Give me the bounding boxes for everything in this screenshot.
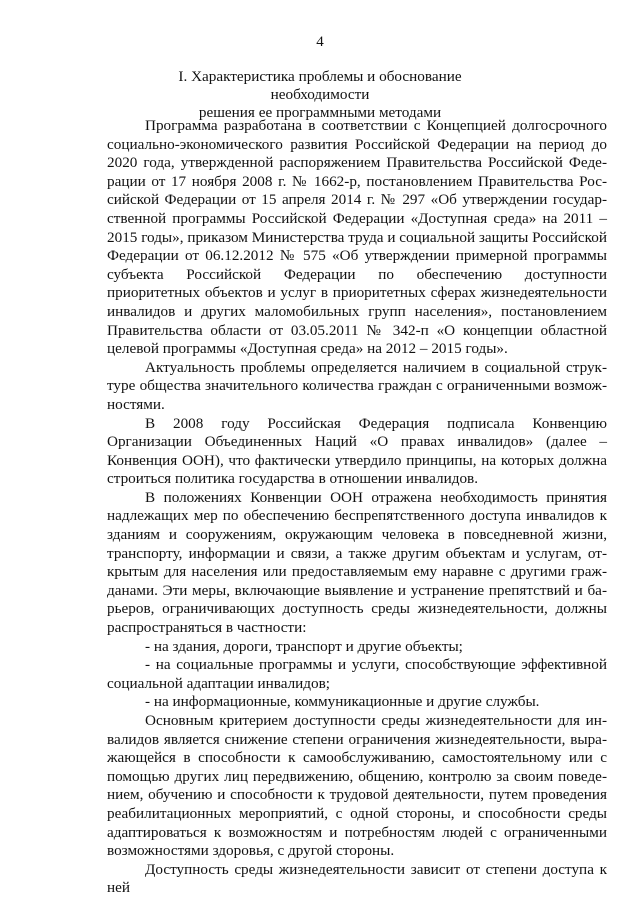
body-text bbox=[107, 117, 607, 898]
section-heading bbox=[150, 68, 490, 122]
paragraph-accessibility-depends: Доступность среды жизнедеятельности зависит от степени доступа к ней bbox=[107, 860, 607, 897]
list-item-social-programs: - на социальные программы и услуги, способствующие эффективной социальной адаптации инвалидов; bbox=[107, 656, 607, 692]
paragraph-convention-provisions: В положениях Конвенции ООН отражена необходимость принятия надлежащих мер по обеспечению беспрепятственного доступа инвалидов к зданиям и сооружениям, окружающим человека в повседневной жизни, транспорту, информации и связи, а также другим объектам и услугам, открытым для населения или предоставляемым ему наравне с другими гражданами. Эти меры, включающие выявление и устранение препятствий и барьеров, ограничивающих доступность среды жизнедеятельности, должны распространяться в частности: bbox=[107, 488, 607, 637]
paragraph-program-basis: Программа разработана в соответствии с Концепцией долгосрочного социально-экономического развития Российской Федерации на период до 2020 года, утвержденной распоряжением Правительства Российской Федерации от 17 ноября 2008 г. № 1662-р, постановлением Правительства Российской Федерации от 15 апреля 2014 г. № 297 «Об утверждении государственной программы Российской Федерации «Доступная среда» на 2011 – 2015 годы», приказом Министерства труда и социальной защиты Российской Федерации от 06.12.2012 № 575 «Об утверждении примерной программы субъекта Российской Федерации по обеспечению доступности приоритетных объектов и услуг в приоритетных сферах жизнедеятельности инвалидов и других маломобильных групп населения», постановлением Правительства области от 03.05.2011 № 342-п «О концепции областной целевой программы «Доступная среда» на 2012 – 2015 годы». bbox=[107, 117, 607, 358]
paragraph-accessibility-criterion: Основным критерием доступности среды жизнедеятельности для инвалидов является снижение степени ограничения жизнедеятельности, выражающейся в способности к самообслуживанию, самостоятельному или с помощью других лиц передвижению, общению, контролю за своим поведением, обучению и способности к трудовой деятельности, путем проведения реабилитационных мероприятий, с одной стороны, и способности среды адаптироваться к возможностям и потребностям людей с ограниченными возможностями здоровья, с другой стороны. bbox=[107, 712, 607, 860]
paragraph-un-convention: В 2008 году Российская Федерация подписала Конвенцию Организации Объединенных Наций «О правах инвалидов» (далее – Конвенция ООН), что фактически утвердило принципы, на которых должна строиться политика государства в отношении инвалидов. bbox=[107, 414, 607, 488]
page-number: 4 bbox=[316, 34, 324, 50]
list-item-buildings: - на здания, дороги, транспорт и другие объекты; bbox=[145, 637, 463, 655]
paragraph-relevance: Актуальность проблемы определяется наличием в социальной структуре общества значительного количества граждан с ограниченными возможностями. bbox=[107, 358, 607, 413]
list-item-information-services: - на информационные, коммуникационные и другие службы. bbox=[145, 693, 540, 711]
section-heading-line-2: решения ее программными методами bbox=[198, 104, 442, 121]
section-heading-line-1: I. Характеристика проблемы и обоснование необходимости bbox=[178, 68, 462, 103]
